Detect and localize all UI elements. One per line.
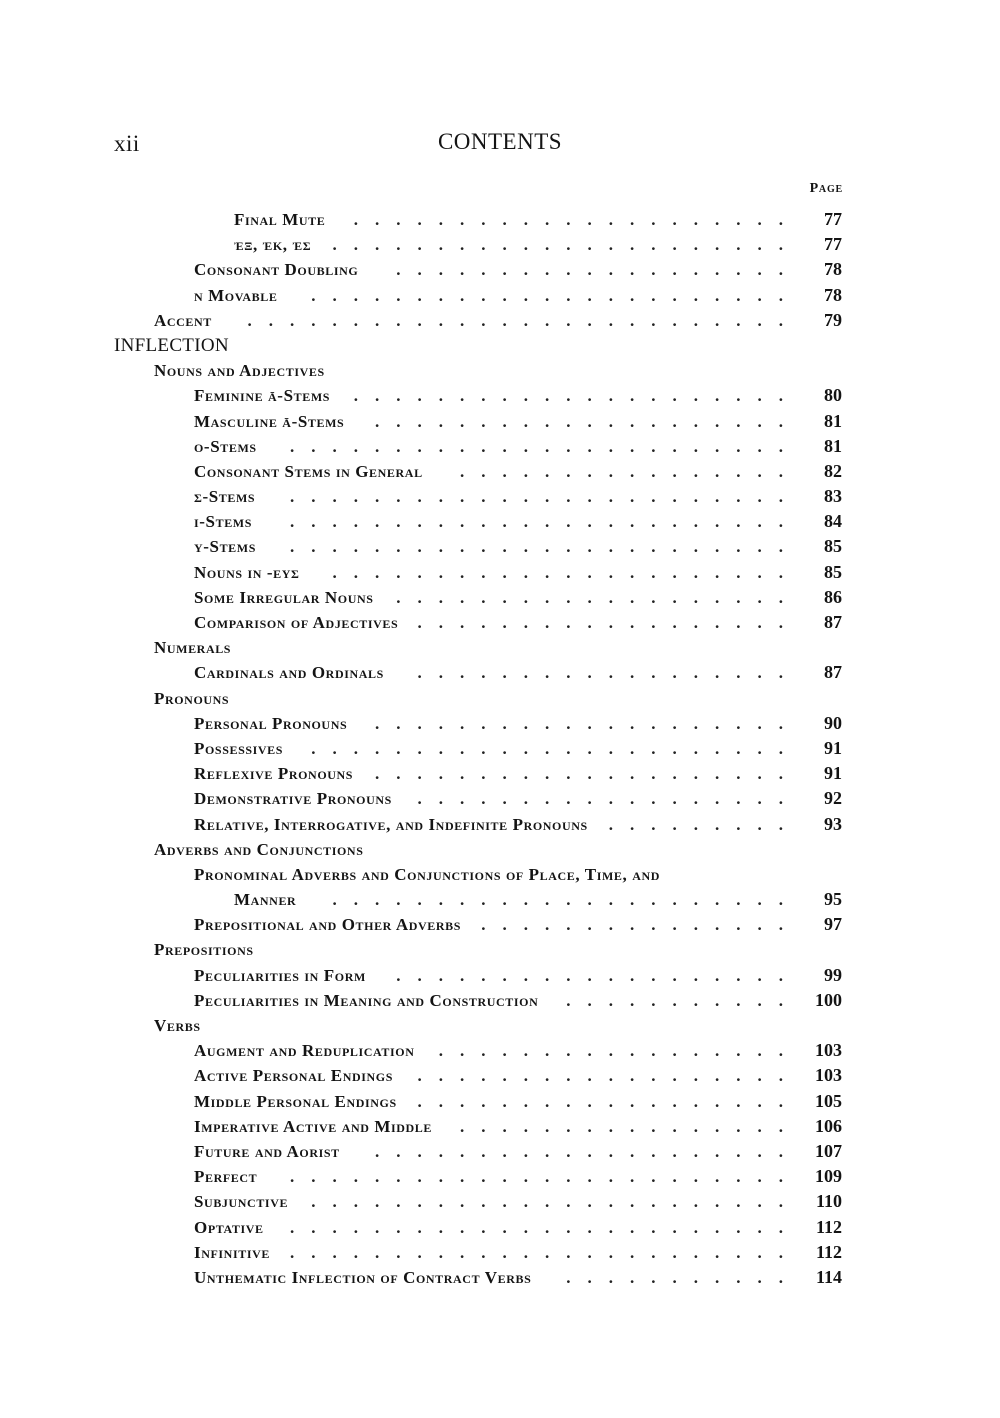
- toc-entry: [0, 459, 1000, 484]
- toc-entry: [0, 409, 1000, 434]
- toc-entry-page: 87: [824, 612, 842, 632]
- toc-entry-page: 107: [815, 1140, 842, 1161]
- dot-leader: ..................: [417, 613, 800, 632]
- dot-leader: .....................: [353, 386, 800, 406]
- toc-entry: [0, 1139, 1000, 1164]
- toc-entry-page: 87: [824, 662, 842, 683]
- toc-entry: [0, 761, 1000, 786]
- toc-entry-page: 81: [824, 435, 842, 456]
- toc-entry-title: Pronouns: [154, 688, 230, 708]
- dot-leader: .......................: [311, 285, 800, 305]
- dot-leader: ....................: [375, 411, 800, 431]
- toc-entry-title: Reflexive Pronouns: [194, 764, 354, 784]
- toc-entry-page: 97: [824, 914, 842, 935]
- toc-entry-page: 109: [815, 1166, 842, 1187]
- toc-entry-page: 83: [824, 486, 842, 507]
- dot-leader: .................: [438, 1041, 800, 1061]
- toc-entry: [0, 812, 1000, 837]
- toc-entry-page: 91: [824, 737, 842, 758]
- toc-entry-title: Nouns in -ευς: [194, 562, 300, 582]
- dot-leader: ....................: [375, 713, 800, 733]
- toc-entry: [0, 383, 1000, 408]
- toc-entry: [0, 660, 1000, 685]
- toc-entry-page: 103: [815, 1040, 842, 1061]
- dot-leader: ..................: [417, 789, 800, 809]
- toc-entry-title: Manner: [234, 890, 297, 910]
- toc-entry-title: Subjunctive: [194, 1192, 289, 1212]
- toc-entry: [0, 283, 1000, 308]
- toc-entry-title: σ-Stems: [194, 487, 256, 507]
- dot-leader: ...................: [396, 965, 800, 985]
- toc-entry-title: Final Mute: [234, 210, 326, 229]
- dot-leader: ..................: [417, 663, 800, 683]
- toc-entry: [0, 1240, 1000, 1265]
- toc-entry-title: Cardinals and Ordinals: [194, 663, 384, 683]
- toc-entry-title: Infinitive: [194, 1242, 270, 1262]
- toc-entry-page: 110: [815, 1191, 842, 1212]
- toc-entry-title: Prepositions: [154, 940, 254, 960]
- toc-entry-title: Prepositional and Other Adverbs: [194, 915, 462, 935]
- toc-entry-page: 112: [815, 1216, 842, 1237]
- dot-leader: ...................: [396, 587, 800, 607]
- toc-entry: [0, 736, 1000, 761]
- page-column-label: Page: [809, 181, 843, 196]
- toc-entry: [0, 837, 1000, 862]
- toc-entry-title: Verbs: [154, 1016, 201, 1035]
- toc-entry-page: 86: [824, 586, 842, 607]
- toc-entry: [0, 635, 1000, 660]
- dot-leader: ........................: [290, 436, 800, 456]
- toc-entry-page: 112: [815, 1241, 842, 1262]
- toc-entry: [0, 1063, 1000, 1088]
- toc-entry-page: 77: [824, 234, 842, 255]
- toc-entry-title: Possessives: [194, 738, 284, 758]
- dot-leader: ..........................: [247, 310, 800, 330]
- toc-entry: [0, 711, 1000, 736]
- dot-leader: ...........: [566, 990, 800, 1010]
- toc-entry: [0, 610, 1000, 635]
- toc-entry-title: INFLECTION: [114, 334, 229, 356]
- toc-entry: [0, 1089, 1000, 1114]
- dot-leader: ........................: [290, 1242, 800, 1262]
- dot-leader: ........................: [290, 512, 800, 532]
- toc-entry-page: 105: [815, 1090, 842, 1111]
- toc-entry-page: 77: [824, 209, 842, 229]
- toc-entry: [0, 963, 1000, 988]
- toc-entry: [0, 434, 1000, 459]
- toc-entry: [0, 937, 1000, 962]
- toc-entry-title: Comparison of Adjectives: [194, 613, 399, 632]
- toc-entry: [0, 308, 1000, 333]
- toc-entry-page: 100: [815, 989, 842, 1010]
- toc-entry-title: Optative: [194, 1217, 264, 1237]
- dot-leader: ...........: [566, 1267, 800, 1287]
- toc-entry-title: Demonstrative Pronouns: [194, 789, 392, 809]
- toc-entry: [0, 1013, 1000, 1038]
- toc-entry-page: 78: [824, 259, 842, 280]
- toc-entry-title: Relative, Interrogative, and Indefinite Pronouns: [194, 814, 588, 834]
- toc-entry-title: Active Personal Endings: [194, 1066, 393, 1086]
- toc-entry: [0, 786, 1000, 811]
- toc-entry-title: Pronominal Adverbs and Conjunctions of Place, Time, and: [194, 864, 661, 884]
- toc-entry-page: 84: [824, 511, 842, 532]
- toc-entry: [0, 1164, 1000, 1189]
- toc-entry: [0, 585, 1000, 610]
- toc-entry-title: ἐξ, ἐκ, ἐς: [234, 235, 312, 255]
- toc-entry-title: υ-Stems: [194, 537, 256, 557]
- dot-leader: ......................: [332, 890, 800, 910]
- toc-entry: [0, 207, 1000, 232]
- dot-leader: ........................: [290, 537, 800, 557]
- dot-leader: ..................: [417, 1091, 800, 1111]
- toc-entry-title: Some Irregular Nouns: [194, 587, 374, 607]
- toc-entry-title: Adverbs and Conjunctions: [154, 839, 364, 859]
- toc-entry-page: 79: [824, 309, 842, 330]
- dot-leader: ....................: [375, 1141, 800, 1161]
- toc-entry-page: 114: [815, 1266, 842, 1287]
- toc-entry-title: Accent: [154, 310, 212, 330]
- toc-entry-title: Peculiarities in Form: [194, 965, 366, 985]
- toc-entry-title: Consonant Stems in General: [194, 461, 423, 481]
- dot-leader: .....................: [353, 210, 800, 229]
- toc-entry-title: Feminine ᾱ-Stems: [194, 386, 331, 406]
- toc-entry: [0, 988, 1000, 1013]
- dot-leader: ........................: [290, 1167, 800, 1187]
- toc-entry-page: 78: [824, 284, 842, 305]
- toc-entry: [0, 1189, 1000, 1214]
- table-of-contents: [0, 207, 1000, 1290]
- toc-entry-title: Masculine ᾱ-Stems: [194, 411, 345, 431]
- dot-leader: ......................: [332, 235, 800, 255]
- toc-entry: [0, 560, 1000, 585]
- toc-entry: [0, 534, 1000, 559]
- dot-leader: ....................: [375, 764, 800, 784]
- toc-entry-page: 82: [824, 460, 842, 481]
- toc-entry-title: Numerals: [154, 638, 232, 658]
- toc-entry: [0, 232, 1000, 257]
- dot-leader: ................: [460, 1116, 800, 1136]
- toc-entry: [0, 1265, 1000, 1290]
- toc-entry: [0, 333, 1000, 358]
- dot-leader: ...................: [396, 260, 800, 280]
- dot-leader: .......................: [311, 1192, 800, 1212]
- dot-leader: ........................: [290, 487, 800, 507]
- toc-entry-page: 81: [824, 410, 842, 431]
- toc-entry-title: Imperative Active and Middle: [194, 1116, 433, 1136]
- toc-entry-page: 106: [815, 1115, 842, 1136]
- dot-leader: .........: [608, 814, 800, 834]
- folio-number: xii: [114, 131, 140, 156]
- dot-leader: ......................: [332, 562, 800, 582]
- dot-leader: ........................: [290, 1217, 800, 1237]
- toc-entry-page: 93: [824, 813, 842, 834]
- toc-entry-title: Peculiarities in Meaning and Construction: [194, 990, 539, 1010]
- toc-entry-title: Perfect: [194, 1167, 258, 1187]
- toc-entry-title: ν Movable: [194, 285, 278, 305]
- toc-entry-title: Augment and Reduplication: [194, 1041, 415, 1061]
- toc-entry-title: Consonant Doubling: [194, 260, 359, 280]
- toc-entry-title: Personal Pronouns: [194, 713, 348, 733]
- toc-entry: [0, 358, 1000, 383]
- toc-entry-page: 103: [815, 1065, 842, 1086]
- toc-entry-title: Future and Aorist: [194, 1141, 340, 1161]
- toc-entry: [0, 912, 1000, 937]
- toc-entry: [0, 862, 1000, 887]
- toc-entry-page: 85: [824, 561, 842, 582]
- toc-entry: [0, 257, 1000, 282]
- toc-entry: [0, 1038, 1000, 1063]
- dot-leader: ..................: [417, 1066, 800, 1086]
- toc-entry-title: Unthematic Inflection of Contract Verbs: [194, 1267, 532, 1287]
- dot-leader: ...............: [481, 915, 800, 935]
- dot-leader: ................: [460, 461, 800, 481]
- dot-leader: .......................: [311, 738, 800, 758]
- toc-entry-title: Middle Personal Endings: [194, 1091, 397, 1111]
- toc-entry-page: 91: [824, 763, 842, 784]
- toc-entry: [0, 509, 1000, 534]
- toc-entry-page: 80: [824, 385, 842, 406]
- toc-entry-title: ι-Stems: [194, 512, 252, 532]
- toc-entry-page: 92: [824, 788, 842, 809]
- toc-entry-page: 95: [824, 889, 842, 910]
- toc-entry-page: 90: [824, 712, 842, 733]
- toc-entry-page: 99: [824, 964, 842, 985]
- toc-entry-title: Nouns and Adjectives: [154, 361, 325, 381]
- toc-entry: [0, 484, 1000, 509]
- toc-entry-page: 85: [824, 536, 842, 557]
- toc-entry: [0, 1114, 1000, 1139]
- toc-entry: [0, 1215, 1000, 1240]
- toc-entry: [0, 887, 1000, 912]
- toc-entry: [0, 686, 1000, 711]
- running-head: CONTENTS: [437, 129, 563, 154]
- toc-entry-title: ο-Stems: [194, 436, 257, 456]
